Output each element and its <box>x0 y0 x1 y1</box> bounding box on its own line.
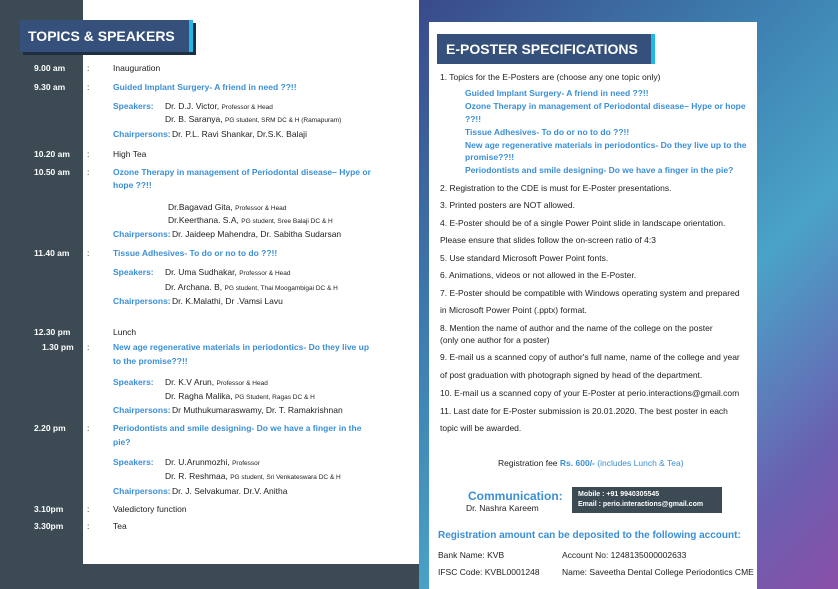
session-topic-3: Tissue Adhesives- To do or no to do ??!! <box>113 248 278 258</box>
topics-speakers-title: TOPICS & SPEAKERS <box>20 20 193 52</box>
account-number: Account No: 1248135000002633 <box>562 550 687 560</box>
mobile-number: Mobile : +91 9940305545 <box>578 491 660 498</box>
poster-topic-2b: ??!! <box>465 114 482 124</box>
colon: : <box>87 82 90 92</box>
poster-topic-2: Ozone Therapy in management of Periodontal disease– Hype or hope <box>465 101 746 111</box>
time-4: 10.50 am <box>34 167 70 177</box>
spec-item: 2. Registration to the CDE is must for E-Poster presentations. <box>440 183 672 193</box>
session-topic-5-line1: Periodontists and smile designing- Do we have a finger in the <box>113 423 362 433</box>
colon: : <box>87 248 90 258</box>
email-address: Email : perio.interactions@gmail.com <box>578 501 704 508</box>
spec-item: topic will be awarded. <box>440 423 522 433</box>
chairpersons-label: Chairpersons: <box>113 129 171 139</box>
speaker-2a: Dr.Bagavad Gita, Professor & Head <box>168 202 287 212</box>
ifsc-code: IFSC Code: KVBL0001248 <box>438 567 540 577</box>
speaker-1a: Dr. D.J. Victor, Professor & Head <box>165 101 273 111</box>
session-tea: Tea <box>113 521 127 531</box>
communication-name: Dr. Nashra Kareem <box>466 503 539 513</box>
speakers-label: Speakers: <box>113 101 154 111</box>
time-6: 12.30 pm <box>34 327 71 337</box>
session-topic-5-line2: pie? <box>113 437 131 447</box>
spec-item: 3. Printed posters are NOT allowed. <box>440 200 575 210</box>
account-name: Name: Saveetha Dental College Periodontics CME <box>562 567 754 577</box>
deposit-heading: Registration amount can be deposited to the following account: <box>438 530 741 541</box>
session-topic-4-line1: New age regenerative materials in periodontics- Do they live up <box>113 342 370 352</box>
speakers-label: Speakers: <box>113 377 154 387</box>
colon: : <box>87 521 90 531</box>
chairpersons-label: Chairpersons: <box>113 229 171 239</box>
colon: : <box>87 149 90 159</box>
chairpersons-3: Dr. K.Malathi, Dr .Vamsi Lavu <box>172 296 283 306</box>
session-topic-1: Guided Implant Surgery- A friend in need ??!! <box>113 82 297 92</box>
spec-item: 4. E-Poster should be of a single Power Point slide in landscape orientation. <box>440 218 726 228</box>
poster-topic-5: Periodontists and smile designing- Do we have a finger in the pie? <box>465 165 734 175</box>
colon: : <box>87 342 90 352</box>
spec-item: of post graduation with photograph signed by head of the department. <box>440 370 703 380</box>
speakers-label: Speakers: <box>113 267 154 277</box>
speaker-3b: Dr. Archana. B, PG student, Thai Moogambigai DC & H <box>165 282 338 292</box>
speaker-5a: Dr. U.Arunmozhi, Professor <box>165 457 260 467</box>
poster-topic-4: New age regenerative materials in periodontics- Do they live up to the <box>465 140 747 150</box>
chairpersons-label: Chairpersons: <box>113 405 171 415</box>
speaker-2b: Dr.Keerthana. S.A, PG student, Sree Balaji DC & H <box>168 215 333 225</box>
spec-item: in Microsoft Power Point (.pptx) format. <box>440 305 587 315</box>
chairpersons-label: Chairpersons: <box>113 486 171 496</box>
spec-item: Please ensure that slides follow the on-screen ratio of 4:3 <box>440 235 656 245</box>
spec-item-1: 1. Topics for the E-Posters are (choose any one topic only) <box>440 72 661 82</box>
bank-name: Bank Name: KVB <box>438 550 505 560</box>
speaker-4b: Dr. Ragha Malika, PG Student, Ragas DC & H <box>165 391 315 401</box>
speakers-label: Speakers: <box>113 457 154 467</box>
chairpersons-2: Dr. Jaideep Mahendra, Dr. Sabitha Sudarsan <box>172 229 342 239</box>
session-inauguration: Inauguration <box>113 63 161 73</box>
spec-item: (only one author for a poster) <box>440 335 550 345</box>
time-10: 3.30pm <box>34 521 64 531</box>
e-poster-title: E-POSTER SPECIFICATIONS <box>437 34 655 64</box>
colon: : <box>87 167 90 177</box>
speaker-1b: Dr. B. Saranya, PG student, SRM DC & H (Ramapuram) <box>165 114 342 124</box>
chairpersons-5: Dr. J. Selvakumar. Dr.V. Anitha <box>172 486 288 496</box>
session-topic-2-line1: Ozone Therapy in management of Periodontal disease– Hype or <box>113 167 371 177</box>
spec-item: 10. E-mail us a scanned copy of your E-Poster at perio.interactions@gmail.com <box>440 388 740 398</box>
session-topic-4-line2: to the promise??!! <box>113 356 188 366</box>
spec-item: 6. Animations, videos or not allowed in the E-Poster. <box>440 270 637 280</box>
spec-item: 8. Mention the name of author and the name of the college on the poster <box>440 323 713 333</box>
spec-item: 9. E-mail us a scanned copy of author's full name, name of the college and year <box>440 352 740 362</box>
session-topic-2-line2: hope ??!! <box>113 180 152 190</box>
colon: : <box>87 504 90 514</box>
registration-fee: Registration fee Rs. 600/- (includes Lunch & Tea) <box>498 458 684 468</box>
left-bottom-band <box>0 564 419 589</box>
contact-box <box>572 487 722 513</box>
poster-topic-4b: promise??!! <box>465 152 515 162</box>
time-8: 2.20 pm <box>34 423 66 433</box>
time-7: 1.30 pm <box>42 342 74 352</box>
time-5: 11.40 am <box>34 248 70 258</box>
chairpersons-label: Chairpersons: <box>113 296 171 306</box>
session-lunch: Lunch <box>113 327 137 337</box>
chairpersons-4: Dr Muthukumaraswamy, Dr. T. Ramakrishnan <box>172 405 343 415</box>
session-valedictory: Valedictory function <box>113 504 187 514</box>
speaker-3a: Dr. Uma Sudhakar, Professor & Head <box>165 267 291 277</box>
spec-item: 11. Last date for E-Poster submission is 20.01.2020. The best poster in each <box>440 406 728 416</box>
speaker-4a: Dr. K.V Arun, Professor & Head <box>165 377 268 387</box>
time-2: 9.30 am <box>34 82 66 92</box>
time-9: 3.10pm <box>34 504 64 514</box>
time-1: 9.00 am <box>34 63 66 73</box>
speaker-5b: Dr. R. Reshmaa, PG student, Sri Venkateswara DC & H <box>165 471 341 481</box>
spec-item: 5. Use standard Microsoft Power Point fonts. <box>440 253 609 263</box>
colon: : <box>87 423 90 433</box>
session-high-tea: High Tea <box>113 149 147 159</box>
spec-item: 7. E-Poster should be compatible with Windows operating system and prepared <box>440 288 740 298</box>
poster-topic-1: Guided Implant Surgery- A friend in need ??!! <box>465 88 649 98</box>
chairpersons-1: Dr. P.L. Ravi Shankar, Dr.S.K. Balaji <box>172 129 307 139</box>
poster-topic-3: Tissue Adhesives- To do or no to do ??!! <box>465 127 630 137</box>
communication-title: Communication: <box>468 489 563 503</box>
colon: : <box>87 63 90 73</box>
time-3: 10.20 am <box>34 149 70 159</box>
